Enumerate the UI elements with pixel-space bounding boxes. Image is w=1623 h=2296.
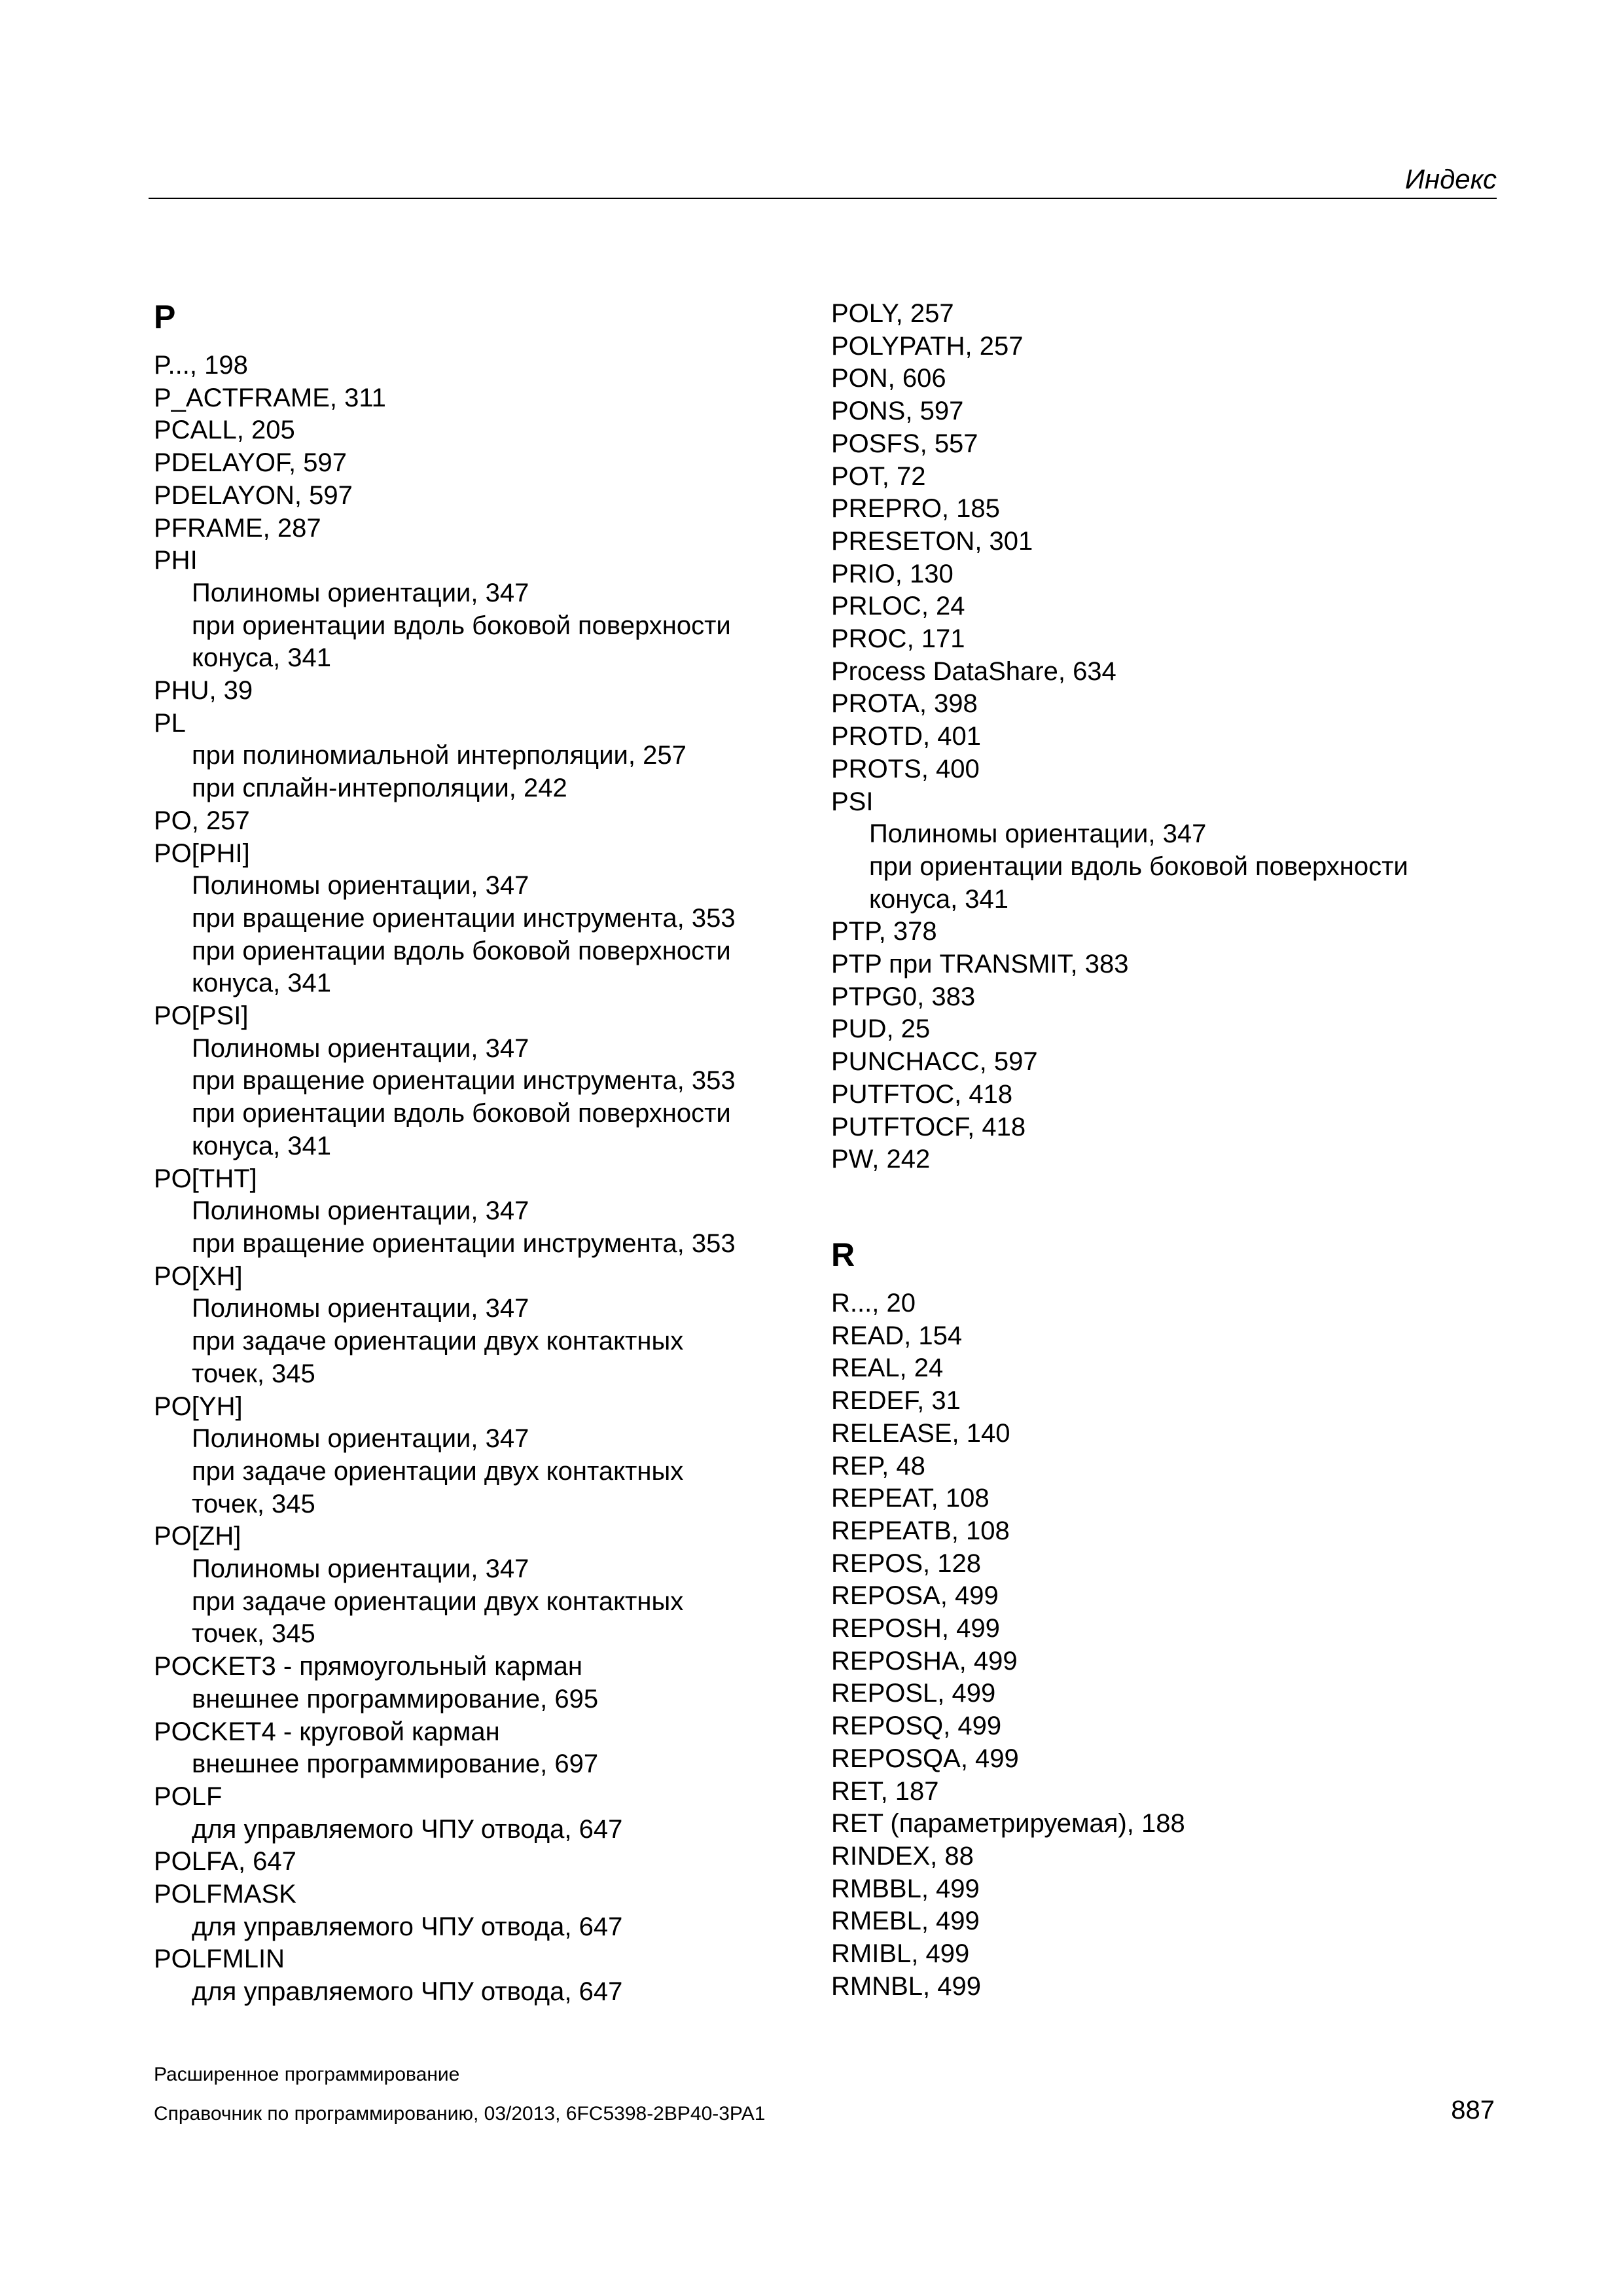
index-entry: RMEBL, 499 <box>831 1907 980 1936</box>
index-subentry: Полиномы ориентации, 347 <box>192 1196 529 1226</box>
index-entry: READ, 154 <box>831 1321 963 1350</box>
index-entry: REPOSHA, 499 <box>831 1646 1018 1676</box>
index-subentry: при задаче ориентации двух контактных <box>192 1327 684 1356</box>
index-subentry: при ориентации вдоль боковой поверхности <box>192 936 731 965</box>
index-entry: REPOSA, 499 <box>831 1581 999 1611</box>
index-entry: PSI <box>831 787 874 816</box>
index-subentry: Полиномы ориентации, 347 <box>192 1554 529 1584</box>
index-entry: PUTFTOC, 418 <box>831 1079 1013 1109</box>
index-entry: REAL, 24 <box>831 1354 944 1383</box>
index-entry: PREPRO, 185 <box>831 494 1000 524</box>
index-entry-continuation: точек, 345 <box>192 1359 315 1388</box>
index-entry: RINDEX, 88 <box>831 1841 974 1871</box>
index-entry: PROTS, 400 <box>831 754 980 783</box>
index-entry: PON, 606 <box>831 364 946 393</box>
index-section <box>154 298 782 2009</box>
page-number: 887 <box>1451 2096 1495 2125</box>
index-entry: PHU, 39 <box>154 676 253 706</box>
section-spacer <box>831 1176 1486 1236</box>
index-entry-continuation: точек, 345 <box>192 1489 315 1518</box>
index-entry: REPEAT, 108 <box>831 1484 990 1513</box>
index-entry: PDELAYON, 597 <box>154 480 353 510</box>
index-column-right <box>831 298 1486 2003</box>
index-entry: POLFMLIN <box>154 1945 285 1974</box>
index-entry-continuation: конуса, 341 <box>192 643 332 673</box>
index-entry: POLFMASK <box>154 1880 296 1909</box>
index-entry: PO[ZH] <box>154 1522 241 1551</box>
index-entry: REPOS, 128 <box>831 1549 982 1578</box>
index-subentry: Полиномы ориентации, 347 <box>192 1294 529 1323</box>
index-entry: REPOSH, 499 <box>831 1614 1000 1643</box>
index-entry: POLYPATH, 257 <box>831 331 1024 361</box>
section-letter: R <box>831 1236 855 1273</box>
index-entry: RMNBL, 499 <box>831 1971 981 2001</box>
index-column-left <box>154 298 782 2009</box>
index-entry: PUD, 25 <box>831 1014 931 1044</box>
header-title: Индекс <box>1404 164 1497 194</box>
index-entry: PO[PSI] <box>154 1001 249 1031</box>
index-entry: PHI <box>154 546 198 575</box>
index-subentry: для управляемого ЧПУ отвода, 647 <box>192 1977 623 2007</box>
index-entry: RELEASE, 140 <box>831 1418 1010 1448</box>
index-subentry: при задаче ориентации двух контактных <box>192 1587 684 1616</box>
index-entry: PTP при TRANSMIT, 383 <box>831 950 1129 979</box>
index-subentry: Полиномы ориентации, 347 <box>192 1424 529 1454</box>
index-entry: PO[XH] <box>154 1261 243 1291</box>
index-entry: POLF <box>154 1782 223 1811</box>
index-entry: POLFA, 647 <box>154 1847 296 1876</box>
footer-manual-info: Справочник по программированию, 03/2013, 6FC5398-2BP40-3PA1 <box>154 2103 766 2125</box>
index-entry-continuation: точек, 345 <box>192 1619 315 1649</box>
index-entry: PDELAYOF, 597 <box>154 448 347 478</box>
index-entry: POCKET3 - прямоугольный карман <box>154 1652 582 1681</box>
index-entry: PO[PHI] <box>154 838 250 868</box>
index-entry: R..., 20 <box>831 1288 916 1318</box>
index-entry-continuation: конуса, 341 <box>192 1131 332 1160</box>
index-entry-continuation: конуса, 341 <box>192 969 332 998</box>
index-subentry: при ориентации вдоль боковой поверхности <box>869 852 1408 881</box>
index-entry: P_ACTFRAME, 311 <box>154 383 386 412</box>
index-entry: PRIO, 130 <box>831 559 954 588</box>
section-letter: P <box>154 298 176 335</box>
index-subentry: Полиномы ориентации, 347 <box>192 578 529 607</box>
index-entry: PTP, 378 <box>831 917 937 946</box>
index-subentry: внешнее программирование, 697 <box>192 1749 599 1779</box>
index-entry: REDEF, 31 <box>831 1386 961 1416</box>
index-subentry: при сплайн-интерполяции, 242 <box>192 774 567 803</box>
index-entry: PO, 257 <box>154 806 250 835</box>
index-entry: POLY, 257 <box>831 299 954 328</box>
index-section <box>831 298 1486 1176</box>
index-entry: POSFS, 557 <box>831 429 978 458</box>
index-entry: REPOSQ, 499 <box>831 1712 1002 1741</box>
index-subentry: Полиномы ориентации, 347 <box>869 819 1207 849</box>
index-subentry: для управляемого ЧПУ отвода, 647 <box>192 1814 623 1844</box>
footer-book-title: Расширенное программирование <box>154 2064 460 2085</box>
index-entry: PW, 242 <box>831 1145 931 1174</box>
index-subentry: при задаче ориентации двух контактных <box>192 1456 684 1486</box>
index-entry: RET (параметрируемая), 188 <box>831 1809 1185 1839</box>
index-subentry: при вращение ориентации инструмента, 353 <box>192 903 736 933</box>
index-entry: PFRAME, 287 <box>154 513 321 543</box>
index-entry: P..., 198 <box>154 351 248 380</box>
index-section <box>831 1236 1486 2003</box>
index-entry: RMBBL, 499 <box>831 1874 980 1903</box>
index-entry: POT, 72 <box>831 461 926 491</box>
index-entry: PTPG0, 383 <box>831 982 976 1011</box>
index-subentry: при вращение ориентации инструмента, 353 <box>192 1229 736 1258</box>
index-entry: REPOSL, 499 <box>831 1679 996 1708</box>
index-entry: PCALL, 205 <box>154 416 295 445</box>
index-subentry: Полиномы ориентации, 347 <box>192 1033 529 1063</box>
index-entry: RMIBL, 499 <box>831 1939 970 1969</box>
index-entry: PRESETON, 301 <box>831 526 1033 556</box>
index-entry: PROC, 171 <box>831 624 965 654</box>
index-entry: PRLOC, 24 <box>831 592 965 621</box>
index-entry: Process DataShare, 634 <box>831 656 1116 686</box>
index-subentry: при полиномиальной интерполяции, 257 <box>192 741 687 770</box>
index-entry: PL <box>154 708 186 738</box>
index-entry: PUNCHACC, 597 <box>831 1047 1038 1077</box>
index-subentry: для управляемого ЧПУ отвода, 647 <box>192 1912 623 1941</box>
page-header <box>149 157 1497 199</box>
index-entry: REP, 48 <box>831 1451 925 1480</box>
index-subentry: Полиномы ориентации, 347 <box>192 871 529 901</box>
index-entry: PUTFTOCF, 418 <box>831 1112 1026 1141</box>
index-entry: POCKET4 - круговой карман <box>154 1717 500 1746</box>
index-entry: PROTA, 398 <box>831 689 978 719</box>
index-subentry: внешнее программирование, 695 <box>192 1684 599 1713</box>
index-entry: PO[YH] <box>154 1391 243 1421</box>
index-entry: PONS, 597 <box>831 397 964 426</box>
index-subentry: при вращение ориентации инструмента, 353 <box>192 1066 736 1096</box>
index-entry: REPOSQA, 499 <box>831 1744 1019 1773</box>
index-entry: RET, 187 <box>831 1776 939 1806</box>
index-entry: PROTD, 401 <box>831 722 981 751</box>
index-subentry: при ориентации вдоль боковой поверхности <box>192 1099 731 1128</box>
index-entry: REPEATB, 108 <box>831 1516 1010 1545</box>
index-entry: PO[THT] <box>154 1164 257 1193</box>
index-entry-continuation: конуса, 341 <box>869 884 1009 914</box>
index-subentry: при ориентации вдоль боковой поверхности <box>192 611 731 640</box>
